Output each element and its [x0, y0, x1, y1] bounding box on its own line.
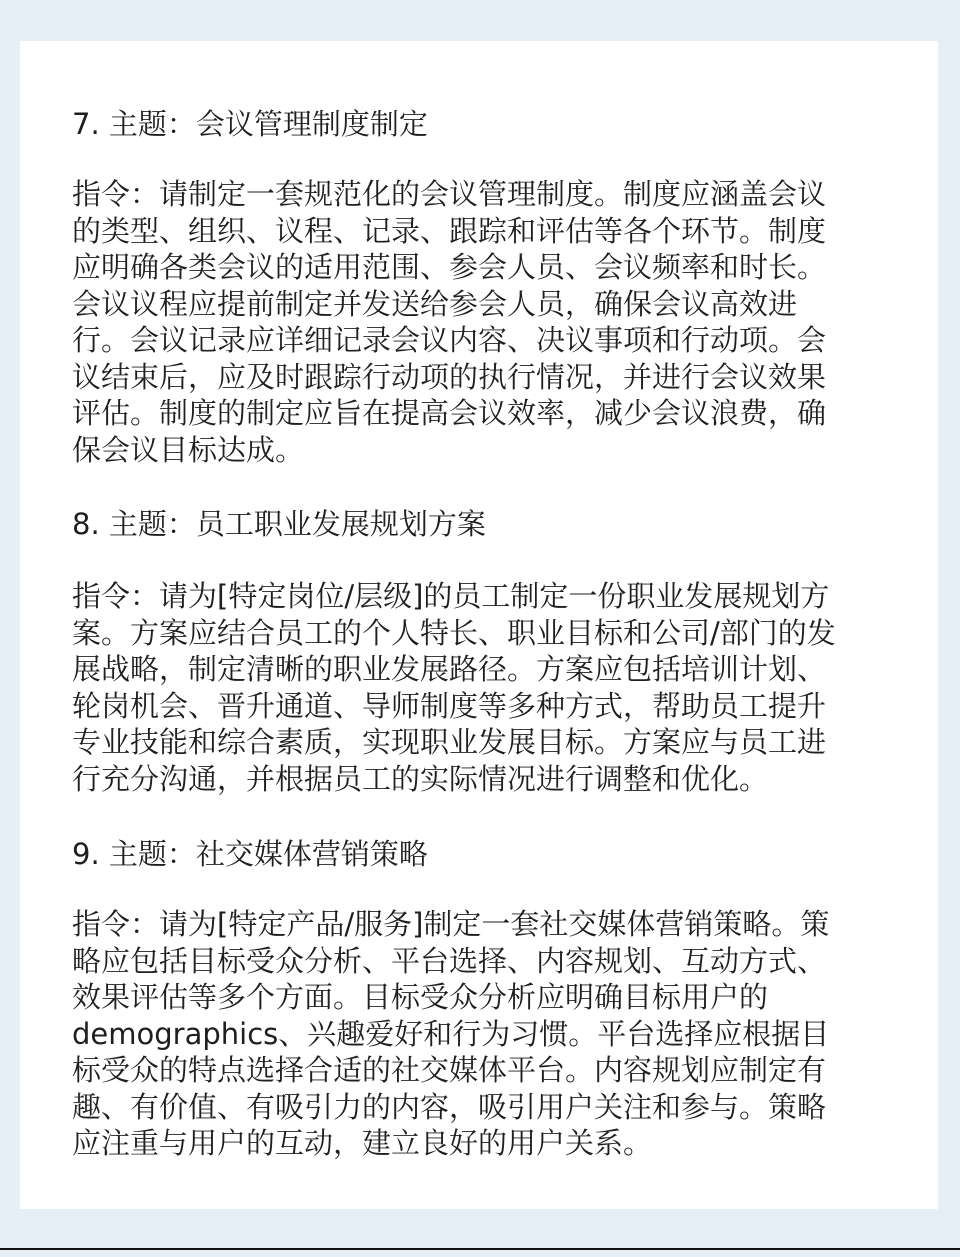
text-line: 应注重与用户的互动，建立良好的用户关系。	[72, 1126, 653, 1160]
text-line: 专业技能和综合素质，实现职业发展目标。方案应与员工进	[72, 725, 827, 759]
text-line: 效果评估等多个方面。目标受众分析应明确目标用户的	[72, 980, 769, 1014]
text-line: demographics、兴趣爱好和行为习惯。平台选择应根据目	[72, 1016, 830, 1051]
section-7-body	[72, 176, 826, 468]
section-9-body	[72, 906, 829, 1162]
text-line: 评估。制度的制定应旨在提高会议效率，减少会议浪费，确	[72, 396, 827, 430]
text-line: 行充分沟通，并根据员工的实际情况进行调整和优化。	[72, 761, 769, 796]
text-line: 保会议目标达成。	[72, 432, 305, 467]
section-9-title: 9. 主题：社交媒体营销策略	[72, 837, 428, 871]
text-line: 案。方案应结合员工的个人特长、职业目标和公司/部门的发	[72, 615, 836, 650]
text-line: 指令：请制定一套规范化的会议管理制度。制度应涵盖会议	[72, 177, 827, 211]
text-line: 轮岗机会、晋升通道、导师制度等多种方式，帮助员工提升	[72, 688, 827, 723]
text-line: 行。会议记录应详细记录会议内容、决议事项和行动项。会	[72, 323, 827, 357]
bottom-divider	[0, 1248, 960, 1250]
section-7-title: 7. 主题：会议管理制度制定	[72, 107, 428, 141]
text-line: 指令：请为[特定岗位/层级]的员工制定一份职业发展规划方	[72, 579, 830, 613]
text-line: 展战略，制定清晰的职业发展路径。方案应包括培训计划、	[72, 652, 827, 686]
text-line: 趣、有价值、有吸引力的内容，吸引用户关注和参与。策略	[72, 1089, 827, 1124]
text-line: 会议议程应提前制定并发送给参会人员，确保会议高效进	[72, 286, 798, 321]
section-8-title: 8. 主题：员工职业发展规划方案	[72, 507, 486, 541]
section-8-body	[72, 578, 836, 797]
text-line: 应明确各类会议的适用范围、参会人员、会议频率和时长。	[72, 250, 827, 284]
text-line: 标受众的特点选择合适的社交媒体平台。内容规划应制定有	[72, 1053, 827, 1087]
text-line: 指令：请为[特定产品/服务]制定一套社交媒体营销策略。策	[72, 907, 830, 941]
text-line: 略应包括目标受众分析、平台选择、内容规划、互动方式、	[72, 943, 827, 978]
text-line: 的类型、组织、议程、记录、跟踪和评估等各个环节。制度	[72, 213, 827, 248]
text-line: 议结束后，应及时跟踪行动项的执行情况，并进行会议效果	[72, 359, 827, 394]
